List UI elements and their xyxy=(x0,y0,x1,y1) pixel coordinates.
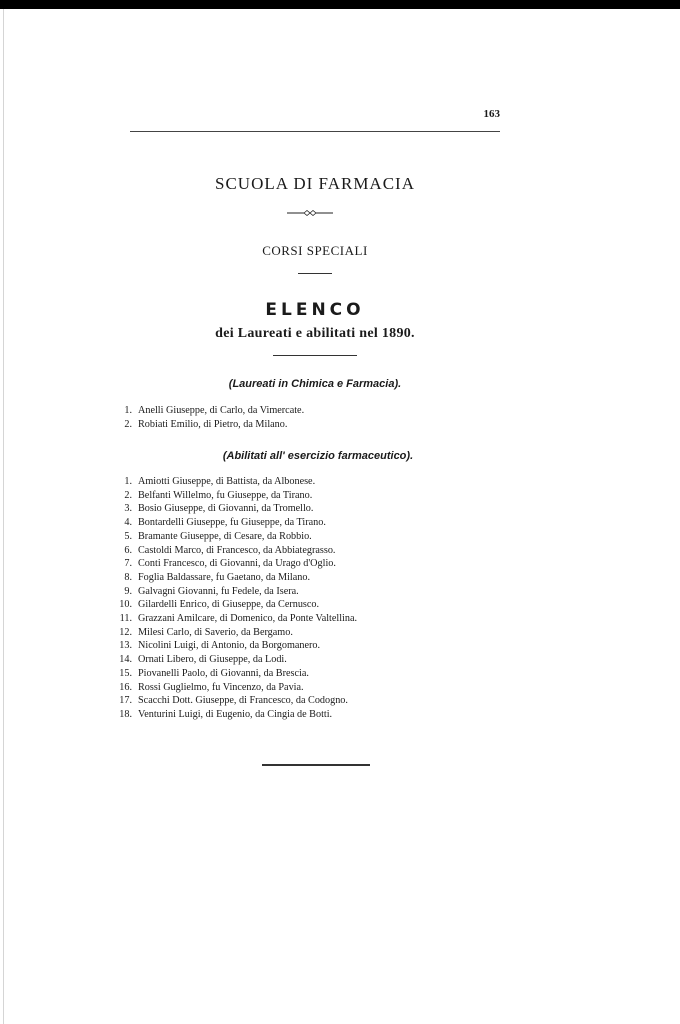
item-number: 4. xyxy=(124,517,132,529)
item-number: 1. xyxy=(124,476,132,487)
list-item xyxy=(110,557,357,571)
item-number: 11. xyxy=(119,613,132,625)
scan-top-border xyxy=(0,0,680,9)
list-item xyxy=(110,530,357,544)
item-number: 6. xyxy=(124,544,132,556)
item-text: Castoldi Marco, di Francesco, da Abbiategrasso. xyxy=(138,544,336,556)
item-number: 17. xyxy=(119,695,132,707)
item-number: 1. xyxy=(124,405,132,416)
item-number: 18. xyxy=(119,708,132,720)
item-number: 2. xyxy=(124,418,132,430)
list-item xyxy=(110,653,357,667)
item-text: Bontardelli Giuseppe, fu Giuseppe, da Tirano. xyxy=(138,517,326,529)
list-heading: ELENCO xyxy=(265,300,365,320)
ornament-divider xyxy=(287,209,333,217)
list-item xyxy=(110,418,304,432)
item-text: Milesi Carlo, di Saverio, da Bergamo. xyxy=(138,626,293,638)
item-number: 16. xyxy=(119,681,132,693)
item-number: 12. xyxy=(119,626,132,638)
item-text: Anelli Giuseppe, di Carlo, da Vimercate. xyxy=(138,405,305,416)
item-number: 3. xyxy=(124,503,132,515)
item-number: 5. xyxy=(124,530,132,542)
page-title: SCUOLA DI FARMACIA xyxy=(215,174,415,193)
list-item xyxy=(110,571,357,585)
list-item xyxy=(110,544,357,558)
list-item xyxy=(110,612,357,626)
section-heading-laureati: (Laureati in Chimica e Farmacia). xyxy=(228,378,402,390)
item-number: 9. xyxy=(124,585,132,597)
item-number: 15. xyxy=(119,667,132,679)
item-number: 7. xyxy=(124,558,132,570)
item-text: Bosio Giuseppe, di Giovanni, da Tromello. xyxy=(138,503,314,515)
item-text: Conti Francesco, di Giovanni, da Urago d'Oglio. xyxy=(138,558,336,570)
abilitati-list xyxy=(110,475,357,722)
item-text: Nicolini Luigi, di Antonio, da Borgomanero. xyxy=(138,640,321,652)
list-item xyxy=(110,516,357,530)
item-text: Scacchi Dott. Giuseppe, di Francesco, da Codogno. xyxy=(138,695,348,707)
item-number: 8. xyxy=(124,571,132,583)
list-item xyxy=(110,681,357,695)
scan-left-edge xyxy=(3,9,4,1024)
page-number: 163 xyxy=(483,108,500,120)
list-item xyxy=(110,585,357,599)
item-number: 13. xyxy=(119,640,132,652)
list-item xyxy=(110,667,357,681)
list-item xyxy=(110,639,357,653)
header-rule xyxy=(130,131,500,132)
item-text: Venturini Luigi, di Eugenio, da Cingia de Botti. xyxy=(138,708,333,720)
item-text: Grazzani Amilcare, di Domenico, da Ponte Valtellina. xyxy=(138,613,358,625)
list-item xyxy=(110,502,357,516)
item-text: Piovanelli Paolo, di Giovanni, da Brescia. xyxy=(138,667,309,679)
short-rule xyxy=(298,273,332,274)
footer-rule xyxy=(262,764,370,766)
list-item xyxy=(110,404,304,418)
item-number: 14. xyxy=(119,654,132,666)
item-text: Amiotti Giuseppe, di Battista, da Albonese. xyxy=(138,476,316,487)
list-heading-sub: dei Laureati e abilitati nel 1890. xyxy=(215,326,415,341)
item-text: Bramante Giuseppe, di Cesare, da Robbio. xyxy=(138,530,312,542)
laureati-list xyxy=(110,404,304,431)
item-text: Ornati Libero, di Giuseppe, da Lodi. xyxy=(138,654,287,666)
list-item xyxy=(110,626,357,640)
item-text: Gilardelli Enrico, di Giuseppe, da Cernusco. xyxy=(138,599,320,611)
item-text: Robiati Emilio, di Pietro, da Milano. xyxy=(138,418,288,430)
item-number: 10. xyxy=(119,599,132,611)
list-item xyxy=(110,694,357,708)
list-item xyxy=(110,489,357,503)
section-subtitle: CORSI SPECIALI xyxy=(262,243,368,258)
item-text: Belfanti Willelmo, fu Giuseppe, da Tirano. xyxy=(138,489,313,501)
item-text: Galvagni Giovanni, fu Fedele, da Isera. xyxy=(138,585,299,597)
item-text: Rossi Guglielmo, fu Vincenzo, da Pavia. xyxy=(138,681,304,693)
heading-rule xyxy=(273,355,357,356)
item-text: Foglia Baldassare, fu Gaetano, da Milano. xyxy=(138,571,311,583)
list-item xyxy=(110,708,357,722)
section-heading-abilitati: (Abilitati all' esercizio farmaceutico). xyxy=(222,450,414,462)
list-item xyxy=(110,598,357,612)
item-number: 2. xyxy=(124,489,132,501)
list-item xyxy=(110,475,357,489)
